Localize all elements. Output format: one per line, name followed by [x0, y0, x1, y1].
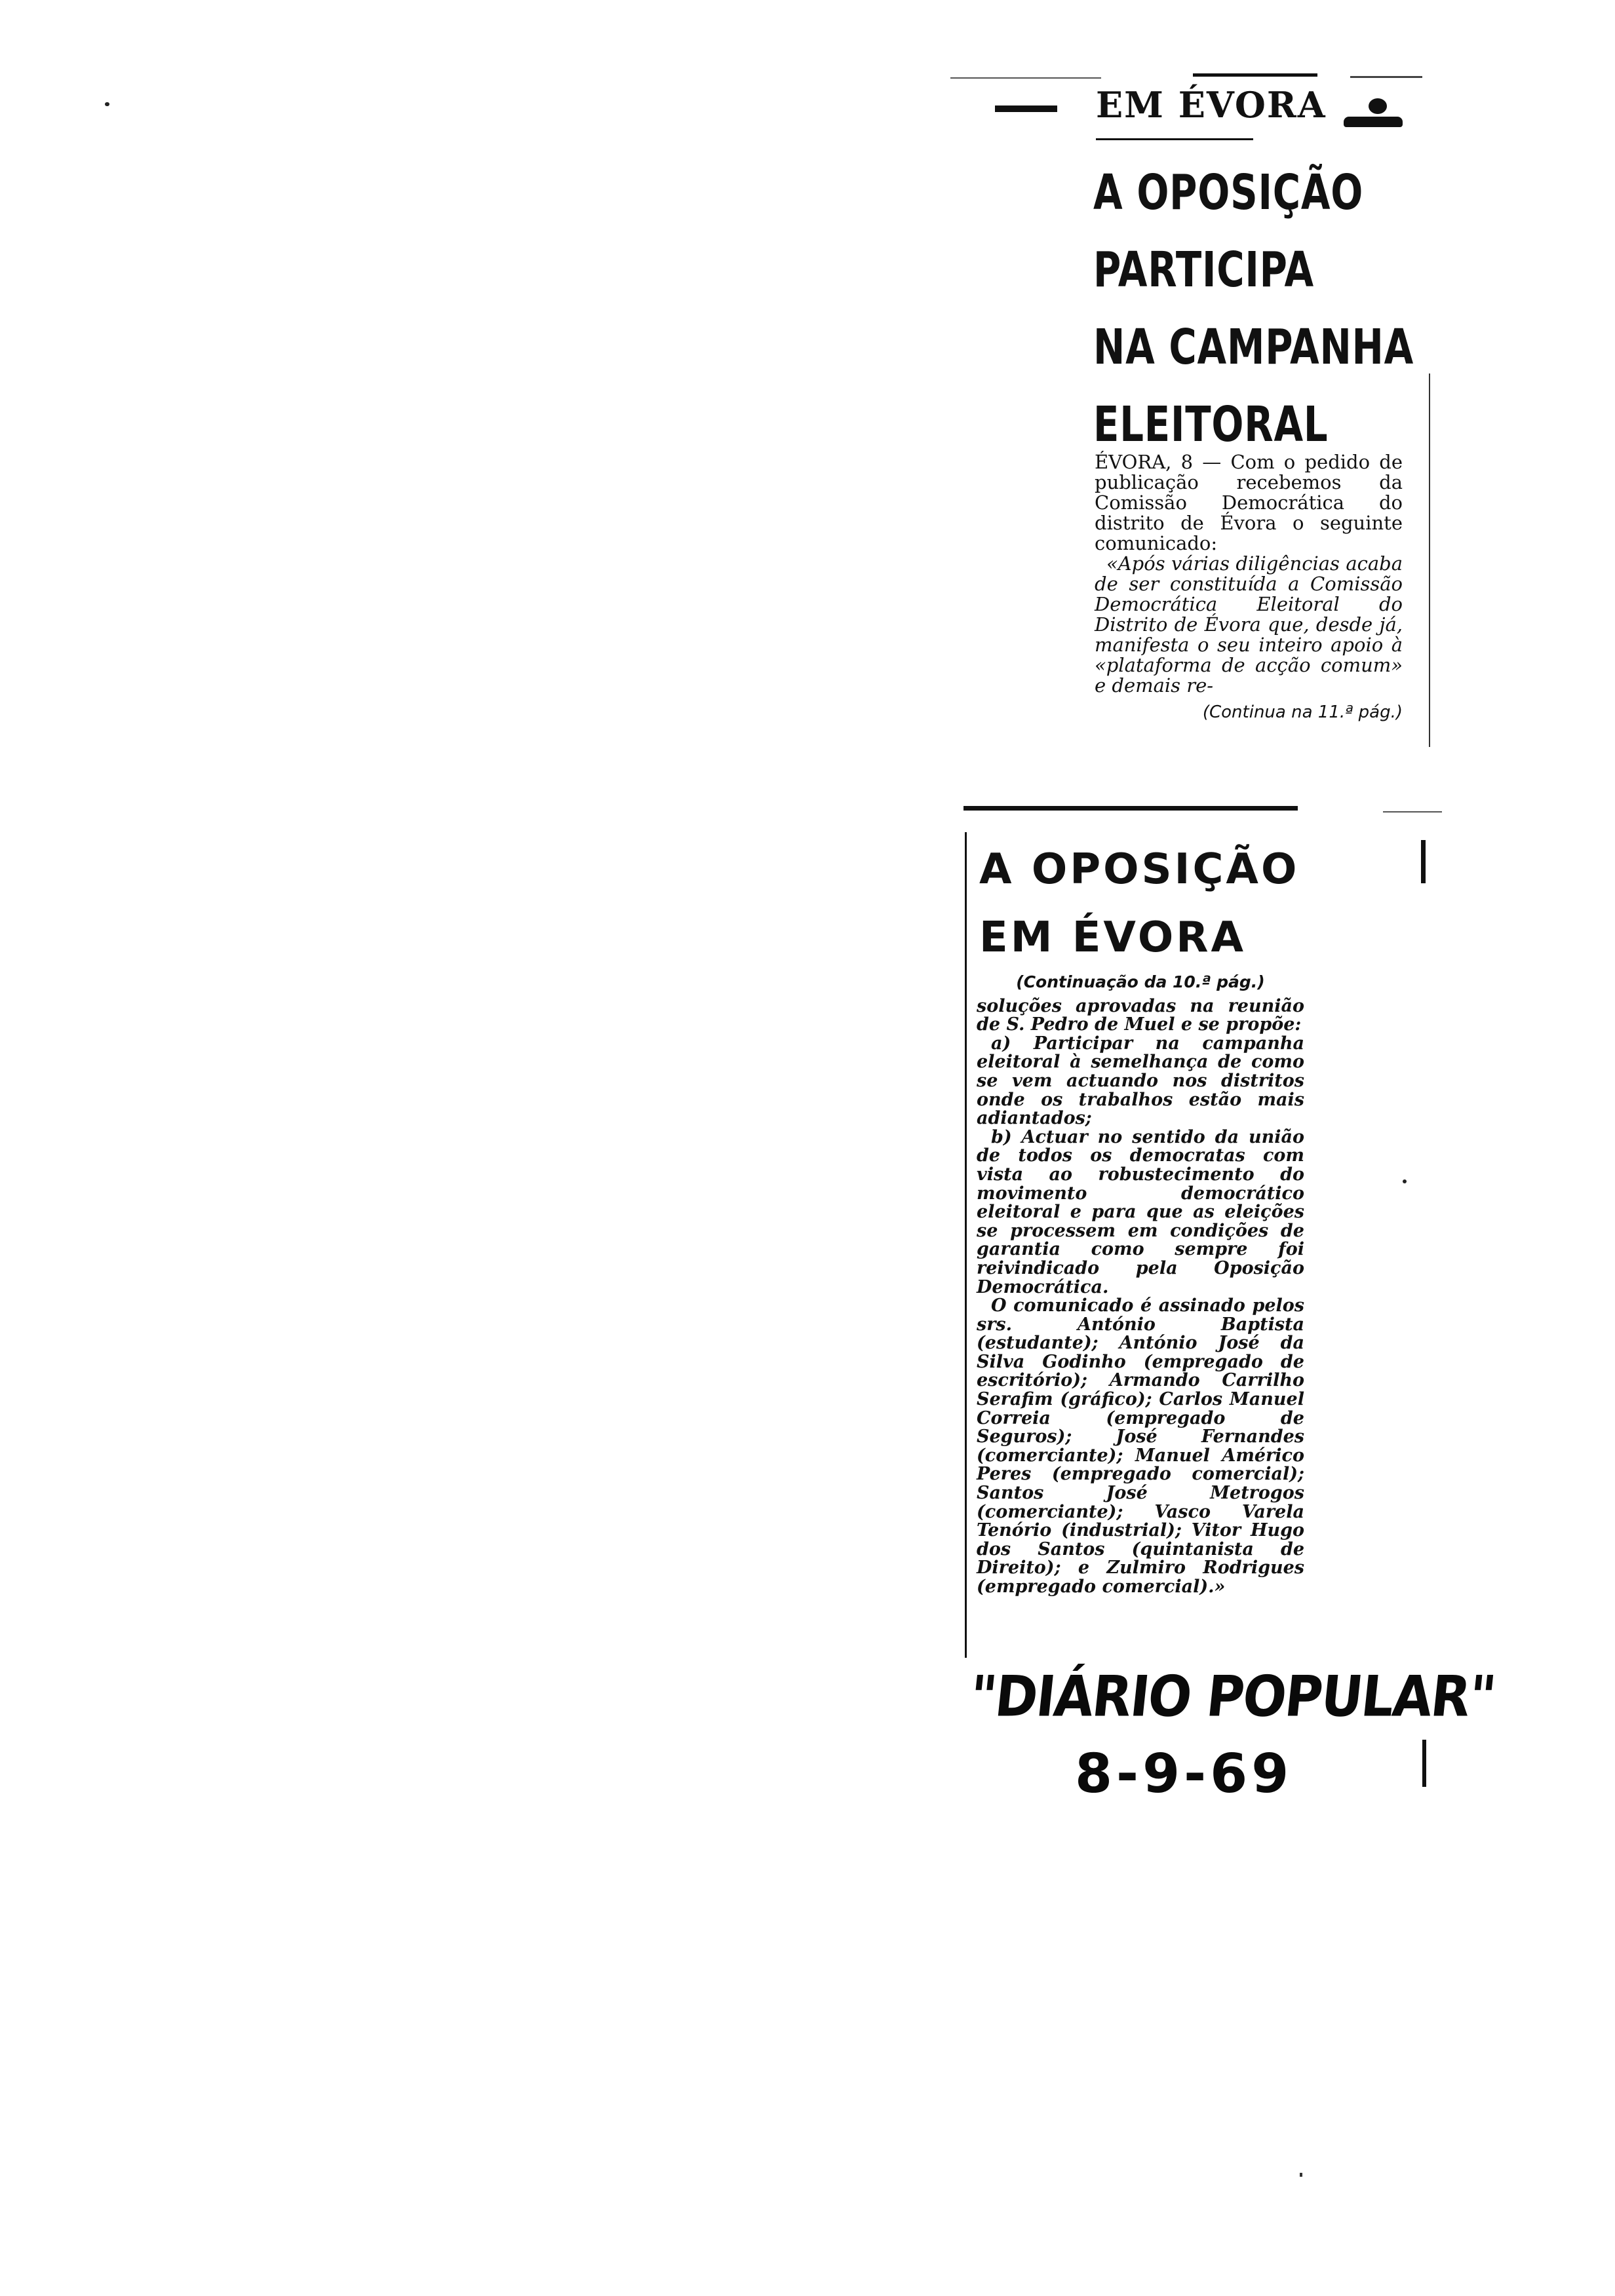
headline-line: PARTICIPA: [1093, 242, 1314, 298]
ink-smudge: [1369, 98, 1387, 114]
headline-line: ELEITORAL: [1093, 396, 1329, 453]
section-underline: [1096, 138, 1253, 140]
headline: [1093, 154, 1414, 463]
article-intro: ÉVORA, 8 — Com o pedido de publicação recebemos da Comissão Democrática do distrito de Évora o seguinte comunicado:: [1095, 451, 1403, 554]
article-body: [977, 973, 1304, 1597]
clip-edge-top: [950, 77, 1101, 79]
headline-line: EM ÉVORA: [979, 913, 1247, 962]
continuation-note: (Continua na 11.ª pág.): [1202, 702, 1403, 722]
headline: [979, 835, 1307, 972]
margin-mark: [1422, 1740, 1426, 1787]
section-dash: [995, 105, 1057, 112]
continuation-note: (Continuação da 10.ª pág.): [1016, 972, 1265, 991]
article-paragraph: soluções aprovadas na reunião de S. Pedro de Muel e se propõe:: [977, 995, 1304, 1035]
clip-edge-top: [1193, 73, 1317, 77]
column-rule-left: [965, 832, 967, 1658]
headline-line: A OPOSIÇÃO: [1093, 164, 1364, 221]
headline-line: NA CAMPANHA: [1093, 319, 1414, 375]
margin-mark: [1421, 840, 1426, 883]
article-paragraph: O comunicado é assinado pelos srs. António Baptista (estudante); António José da Silva Godinho (empregado de escritório); Armando Carrilho Serafim (gráfico); Carlos Manuel Correia (empregado de Seguros); José Fernandes (comerciante); Manuel Américo Peres (empregado comercial); Santos José Metrogos (comerciante); Vasco Varela Tenório (industrial); Vitor Hugo dos Santos (quintanista de Direito); e Zulmiro Rodrigues (empregado comercial).»: [977, 1295, 1304, 1597]
clip-edge-top: [1383, 811, 1442, 813]
headline-line: A OPOSIÇÃO: [979, 845, 1300, 894]
scan-speck: [105, 102, 109, 106]
handwritten-date: 8-9-69: [1075, 1743, 1293, 1805]
clip-edge-top: [1350, 76, 1422, 78]
section-label: EM ÉVORA: [1096, 84, 1327, 126]
scan-speck: [1403, 1179, 1407, 1183]
handwritten-source: "DIÁRIO POPULAR": [966, 1664, 1498, 1730]
article-paragraph: a) Participar na campanha eleitoral à semelhança de como se vem actuando nos distritos onde os trabalhos estão mais adiantados;: [977, 1033, 1304, 1129]
column-rule: [1429, 373, 1430, 747]
clip-edge-top: [963, 806, 1298, 811]
article-paragraph: b) Actuar no sentido da união de todos os democratas com vista ao robustecimento do movimento democrático eleitoral e para que as eleições se processem em condições de garantia como sempre foi reivindicado pela Oposição Democrática.: [977, 1126, 1304, 1297]
article-body: [1095, 452, 1403, 723]
ink-smudge: [1344, 117, 1403, 127]
article-quote: «Após várias diligências acaba de ser constituída a Comissão Democrática Eleitoral do Distrito de Évora que, desde já, manifesta o seu inteiro apoio à «plataforma de acção comum» e demais re-: [1095, 552, 1403, 697]
scan-speck: [1300, 2173, 1302, 2177]
